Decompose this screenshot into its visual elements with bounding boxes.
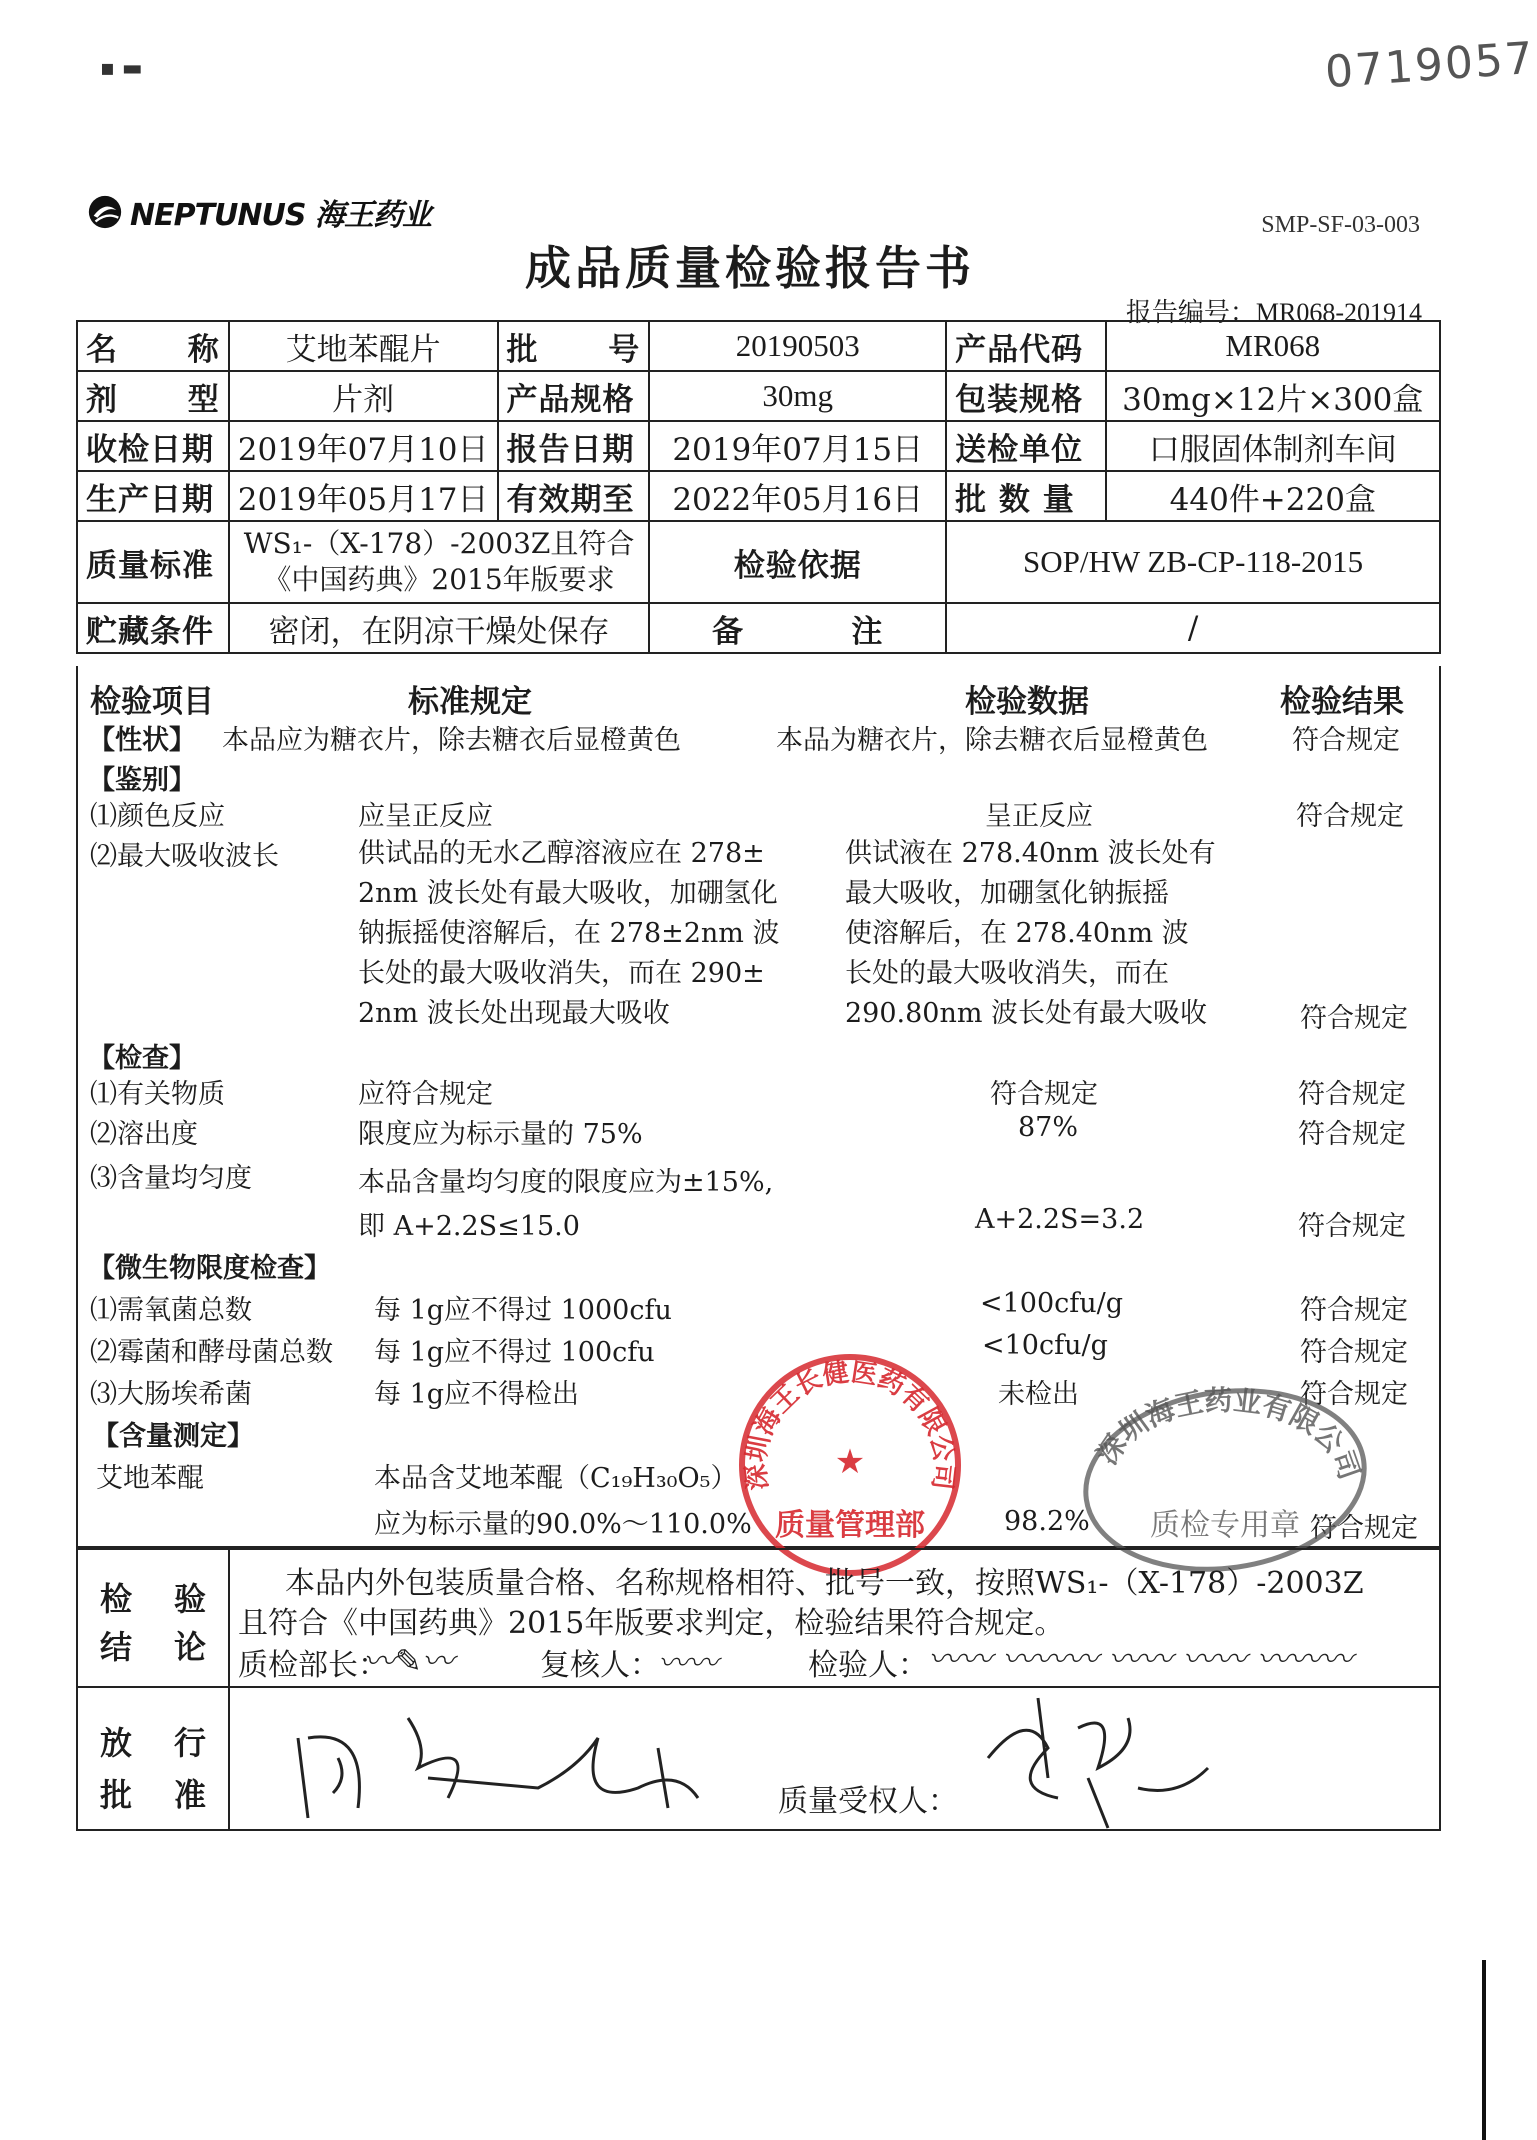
quality-standard: WS₁-（X-178）-2003Z且符合 《中国药典》2015年版要求	[229, 521, 650, 603]
max-absorption-data: 供试液在 278.40nm 波长处有 最大吸收，加硼氢化钠振摇 使溶解后，在 278.40nm 波 长处的最大吸收消失，而在 290.80nm 波长处有最大吸收	[845, 838, 1216, 1029]
mold-yeast-standard: 每 1g应不得过 100cfu	[374, 1337, 655, 1368]
appearance-standard: 本品应为糖衣片，除去糖衣后显橙黄色	[222, 725, 681, 756]
aerobic-count-standard: 每 1g应不得过 1000cfu	[374, 1295, 672, 1326]
name-label: 名 称	[77, 321, 229, 371]
col-header-result: 检验结果	[1280, 684, 1404, 720]
scan-edge-bar	[1482, 1960, 1486, 2140]
neptunus-logo-icon	[86, 193, 124, 231]
inspection-basis: SOP/HW ZB-CP-118-2015	[946, 521, 1440, 603]
basis-label: 检验依据	[649, 521, 946, 603]
batch-label: 批 号	[498, 321, 650, 371]
ecoli-data: 未检出	[998, 1379, 1079, 1410]
info-row-standard	[77, 521, 1440, 603]
red-seal-company-text: 深圳海王长健医药有限公司	[741, 1357, 959, 1492]
product-code: MR068	[1106, 321, 1440, 371]
report-date: 2019年07月15日	[649, 421, 946, 471]
remarks-label: 备 注	[649, 603, 946, 653]
content-uniformity-result: 符合规定	[1298, 1211, 1406, 1242]
color-reaction-standard: 应呈正反应	[358, 801, 493, 832]
gray-seal-purpose-text: 质检专用章	[1150, 1508, 1300, 1543]
department-label: 送检单位	[946, 421, 1105, 471]
related-substances-item: ⑴有关物质	[90, 1079, 225, 1110]
max-absorption-standard: 供试品的无水乙醇溶液应在 278± 2nm 波长处有最大吸收，加硼氢化 钠振摇使溶解后，在 278±2nm 波 长处的最大吸收消失，而在 290± 2nm 波长处出现最大吸收	[358, 838, 780, 1029]
svg-text:★: ★	[834, 1442, 866, 1482]
report-date-label: 报告日期	[498, 421, 650, 471]
received-date: 2019年07月10日	[229, 421, 498, 471]
section-appearance: 【性状】	[88, 725, 196, 756]
expiry-date: 2022年05月16日	[649, 471, 946, 521]
section-microbial: 【微生物限度检查】	[88, 1253, 331, 1284]
info-row-form	[77, 371, 1440, 421]
submitting-department: 口服固体制剂车间	[1106, 421, 1440, 471]
conclusion-text-2: 且符合《中国药典》2015年版要求判定，检验结果符合规定。	[238, 1606, 1065, 1641]
assay-standard-1: 本品含艾地苯醌（C₁₉H₃₀O₅）	[374, 1463, 738, 1494]
aerobic-count-item: ⑴需氧菌总数	[90, 1295, 252, 1326]
appearance-data: 本品为糖衣片，除去糖衣后显橙黄色	[776, 725, 1208, 756]
release-approval-section	[76, 1686, 1441, 1831]
expiry-label: 有效期至	[498, 471, 650, 521]
gray-seal-company-text: 深圳海王药业有限公司	[1090, 1383, 1367, 1484]
dissolution-result: 符合规定	[1298, 1119, 1406, 1150]
dissolution-standard: 限度应为标示量的 75%	[358, 1119, 643, 1150]
related-substances-result: 符合规定	[1298, 1079, 1406, 1110]
inspector-label: 检验人：	[808, 1648, 928, 1683]
conclusion-label: 检 验 结 论	[78, 1550, 230, 1686]
related-substances-data: 符合规定	[990, 1079, 1098, 1110]
assay-standard-2: 应为标示量的90.0%～110.0%	[374, 1509, 752, 1540]
received-date-label: 收检日期	[77, 421, 229, 471]
col-header-item: 检验项目	[90, 684, 214, 720]
batch-number: 20190503	[649, 321, 946, 371]
gray-qc-seal	[1075, 1375, 1375, 1575]
pack-label: 包装规格	[946, 371, 1105, 421]
batch-quantity: 440件+220盒	[1106, 471, 1440, 521]
red-seal-dept-text: 质量管理部	[775, 1508, 925, 1543]
content-uniformity-standard-2: 即 A+2.2S≤15.0	[358, 1211, 580, 1242]
report-title: 成品质量检验报告书	[525, 241, 975, 295]
report-number: 报告编号：MR068-201914	[1125, 298, 1422, 327]
ecoli-result: 符合规定	[1300, 1379, 1408, 1410]
section-tests: 【检查】	[88, 1043, 196, 1074]
production-date: 2019年05月17日	[229, 471, 498, 521]
release-label: 放 行 批 准	[78, 1688, 230, 1829]
spec-label: 产品规格	[498, 371, 650, 421]
dissolution-data: 87%	[1018, 1112, 1079, 1143]
assay-data: 98.2%	[1004, 1506, 1090, 1537]
related-substances-standard: 应符合规定	[358, 1079, 493, 1110]
conclusion-section	[76, 1548, 1441, 1688]
handwritten-number: 0719057	[1323, 32, 1537, 99]
max-absorption-result: 符合规定	[1300, 1003, 1408, 1034]
release-signature	[278, 1698, 738, 1828]
assay-item: 艾地苯醌	[96, 1463, 204, 1494]
qc-head-signature: 〰✎〰	[363, 1642, 454, 1680]
product-spec: 30mg	[649, 371, 946, 421]
scan-specks: ▪ ▬	[100, 56, 143, 81]
quantity-label: 批 数 量	[946, 471, 1105, 521]
reviewer-label: 复核人：	[540, 1648, 660, 1683]
document-number: SMP-SF-03-003	[1261, 212, 1420, 238]
content-uniformity-standard-1: 本品含量均匀度的限度应为±15%,	[358, 1167, 774, 1198]
section-identification: 【鉴别】	[88, 765, 196, 796]
ecoli-standard: 每 1g应不得检出	[374, 1379, 580, 1410]
reviewer-signature: 〰〰	[658, 1646, 718, 1681]
storage-label: 贮藏条件	[77, 603, 229, 653]
dosage-form: 片剂	[229, 371, 498, 421]
content-uniformity-item: ⑶含量均匀度	[90, 1163, 252, 1194]
authorized-person-label: 质量受权人：	[778, 1784, 958, 1819]
storage-condition: 密闭，在阴凉干燥处保存	[229, 603, 650, 653]
svg-text:深圳海王药业有限公司	[1090, 1384, 1366, 1484]
appearance-result: 符合规定	[1292, 725, 1400, 756]
mold-yeast-result: 符合规定	[1300, 1337, 1408, 1368]
conclusion-text-1: 本品内外包装质量合格、名称规格相符、批号一致，按照WS₁-（X-178）-2003Z	[285, 1566, 1364, 1601]
code-label: 产品代码	[946, 321, 1105, 371]
qc-head-label: 质检部长：	[238, 1648, 388, 1683]
mold-yeast-item: ⑵霉菌和酵母菌总数	[90, 1337, 333, 1368]
inspector-signatures: 〰〰 〰〰〰 〰〰 〰〰 〰〰〰	[928, 1640, 1353, 1678]
aerobic-count-data: <100cfu/g	[980, 1288, 1124, 1319]
production-date-label: 生产日期	[77, 471, 229, 521]
authorized-person-signature	[968, 1688, 1228, 1828]
company-logo	[86, 190, 431, 234]
standard-label: 质量标准	[77, 521, 229, 603]
aerobic-count-result: 符合规定	[1300, 1295, 1408, 1326]
section-assay: 【含量测定】	[92, 1421, 254, 1452]
product-info-table	[76, 320, 1441, 654]
dissolution-item: ⑵溶出度	[90, 1119, 198, 1150]
color-reaction-result: 符合规定	[1296, 801, 1404, 832]
color-reaction-item: ⑴颜色反应	[90, 801, 225, 832]
max-absorption-item: ⑵最大吸收波长	[90, 841, 279, 872]
mold-yeast-data: <10cfu/g	[982, 1330, 1108, 1361]
form-label: 剂 型	[77, 371, 229, 421]
color-reaction-data: 呈正反应	[985, 801, 1093, 832]
col-header-data: 检验数据	[965, 684, 1089, 720]
assay-result: 符合规定	[1310, 1513, 1418, 1544]
product-name: 艾地苯醌片	[229, 321, 498, 371]
info-row-name	[77, 321, 1440, 371]
content-uniformity-data: A+2.2S=3.2	[975, 1204, 1145, 1235]
company-name: NEPTUNUS 海王药业	[130, 198, 431, 233]
info-row-storage	[77, 603, 1440, 653]
ecoli-item: ⑶大肠埃希菌	[90, 1379, 252, 1410]
info-row-production	[77, 471, 1440, 521]
pack-spec: 30mg×12片×300盒	[1106, 371, 1440, 421]
col-header-standard: 标准规定	[408, 684, 532, 720]
remarks: /	[946, 603, 1440, 653]
info-row-dates	[77, 421, 1440, 471]
